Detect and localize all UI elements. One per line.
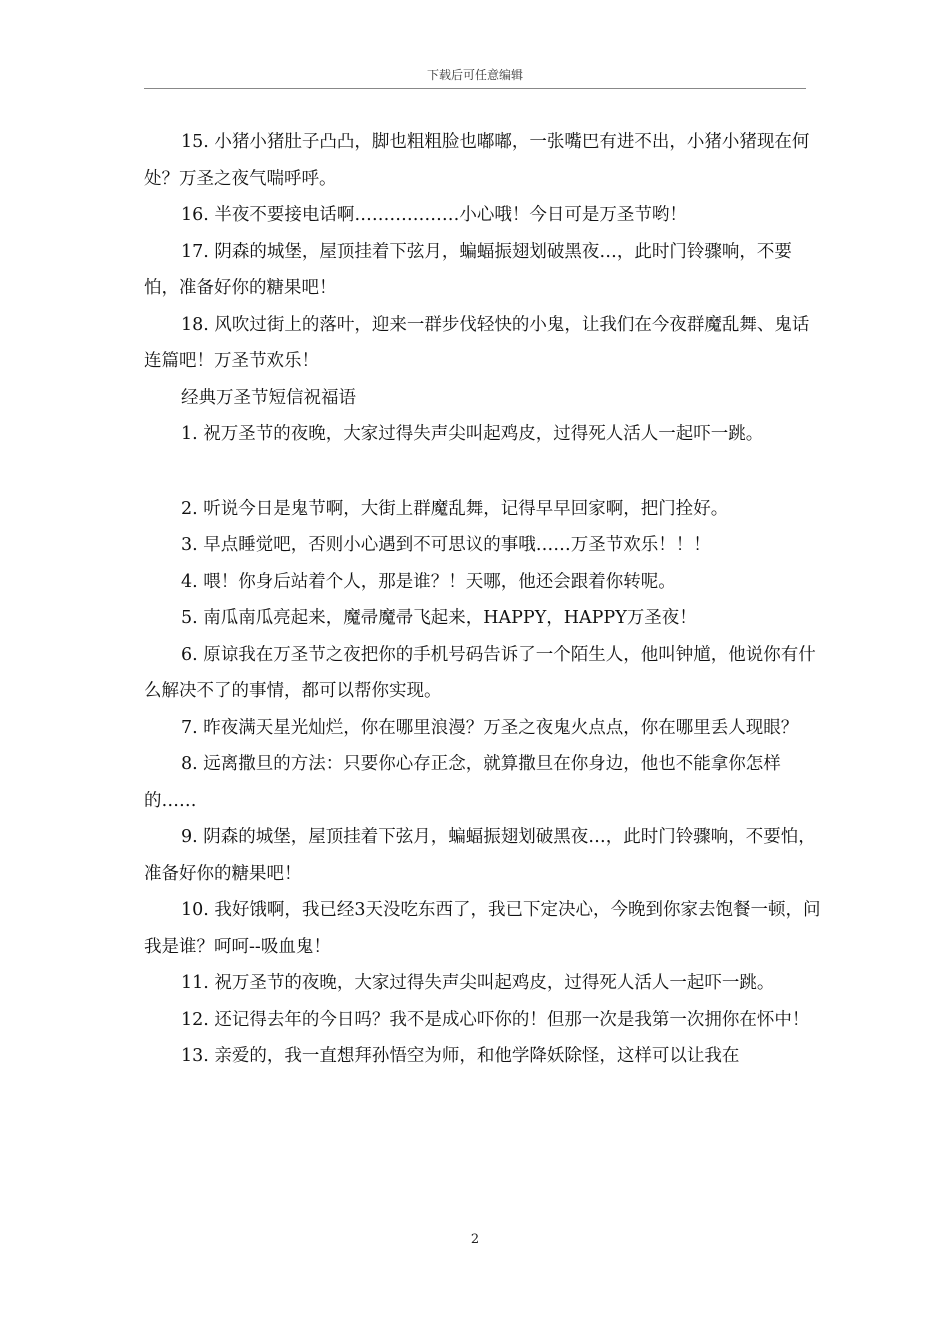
document-body <box>144 124 824 1075</box>
list-item-4: 4. 喂！你身后站着个人，那是谁？！天哪，他还会跟着你转呢。 <box>181 571 676 592</box>
list-item-10: 10. 我好饿啊，我已经3天没吃东西了，我已下定决心，今晚到你家去饱餐一顿，问我是谁？呵呵--吸血鬼！ <box>144 900 821 957</box>
header-divider <box>144 88 806 89</box>
list-item-13: 13. 亲爱的，我一直想拜孙悟空为师，和他学降妖除怪，这样可以让我在 <box>181 1046 740 1066</box>
paragraph-16: 16. 半夜不要接电话啊………………小心哦！今日可是万圣节哟！ <box>181 205 687 225</box>
list-item-6: 6. 原谅我在万圣节之夜把你的手机号码告诉了一个陌生人，他叫钟馗，他说你有什么解决不了的事情，都可以帮你实现。 <box>144 644 816 701</box>
page-number: 2 <box>470 1232 480 1247</box>
list-item-8: 8. 远离撒旦的方法：只要你心存正念，就算撒旦在你身边，他也不能拿你怎样的…… <box>144 754 781 811</box>
list-item-11: 11. 祝万圣节的夜晚，大家过得失声尖叫起鸡皮，过得死人活人一起吓一跳。 <box>181 973 775 993</box>
paragraph-17: 17. 阴森的城堡，屋顶挂着下弦月，蝙蝠振翅划破黑夜…，此时门铃骤响，不要怕，准备好你的糖果吧！ <box>144 241 792 298</box>
list-item-1: 1. 祝万圣节的夜晚，大家过得失声尖叫起鸡皮，过得死人活人一起吓一跳。 <box>181 424 764 444</box>
paragraph-18: 18. 风吹过街上的落叶，迎来一群步伐轻快的小鬼，让我们在今夜群魔乱舞、鬼话连篇吧！万圣节欢乐！ <box>144 314 810 371</box>
list-item-5: 5. 南瓜南瓜亮起来，魔帚魔帚飞起来，HAPPY，HAPPY万圣夜！ <box>181 608 697 628</box>
list-item-12: 12. 还记得去年的今日吗？我不是成心吓你的！但那一次是我第一次拥你在怀中！ <box>181 1009 810 1030</box>
list-item-3: 3. 早点睡觉吧，否则小心遇到不可思议的事哦……万圣节欢乐！！！ <box>181 535 711 555</box>
list-item-2: 2. 听说今日是鬼节啊，大街上群魔乱舞，记得早早回家啊，把门拴好。 <box>181 498 729 519</box>
list-item-7: 7. 昨夜满天星光灿烂，你在哪里浪漫？万圣之夜鬼火点点，你在哪里丢人现眼？ <box>181 717 799 738</box>
paragraph-15: 15. 小猪小猪肚子凸凸，脚也粗粗脸也嘟嘟，一张嘴巴有进不出，小猪小猪现在何处？万圣之夜气喘呼呼。 <box>144 132 810 189</box>
list-item-9: 9. 阴森的城堡，屋顶挂着下弦月，蝙蝠振翅划破黑夜…，此时门铃骤响，不要怕，准备好你的糖果吧！ <box>144 827 816 884</box>
blank-line <box>144 453 824 491</box>
section-heading: 经典万圣节短信祝福语 <box>181 387 356 408</box>
page-header: 下载后可任意编辑 <box>426 68 523 82</box>
